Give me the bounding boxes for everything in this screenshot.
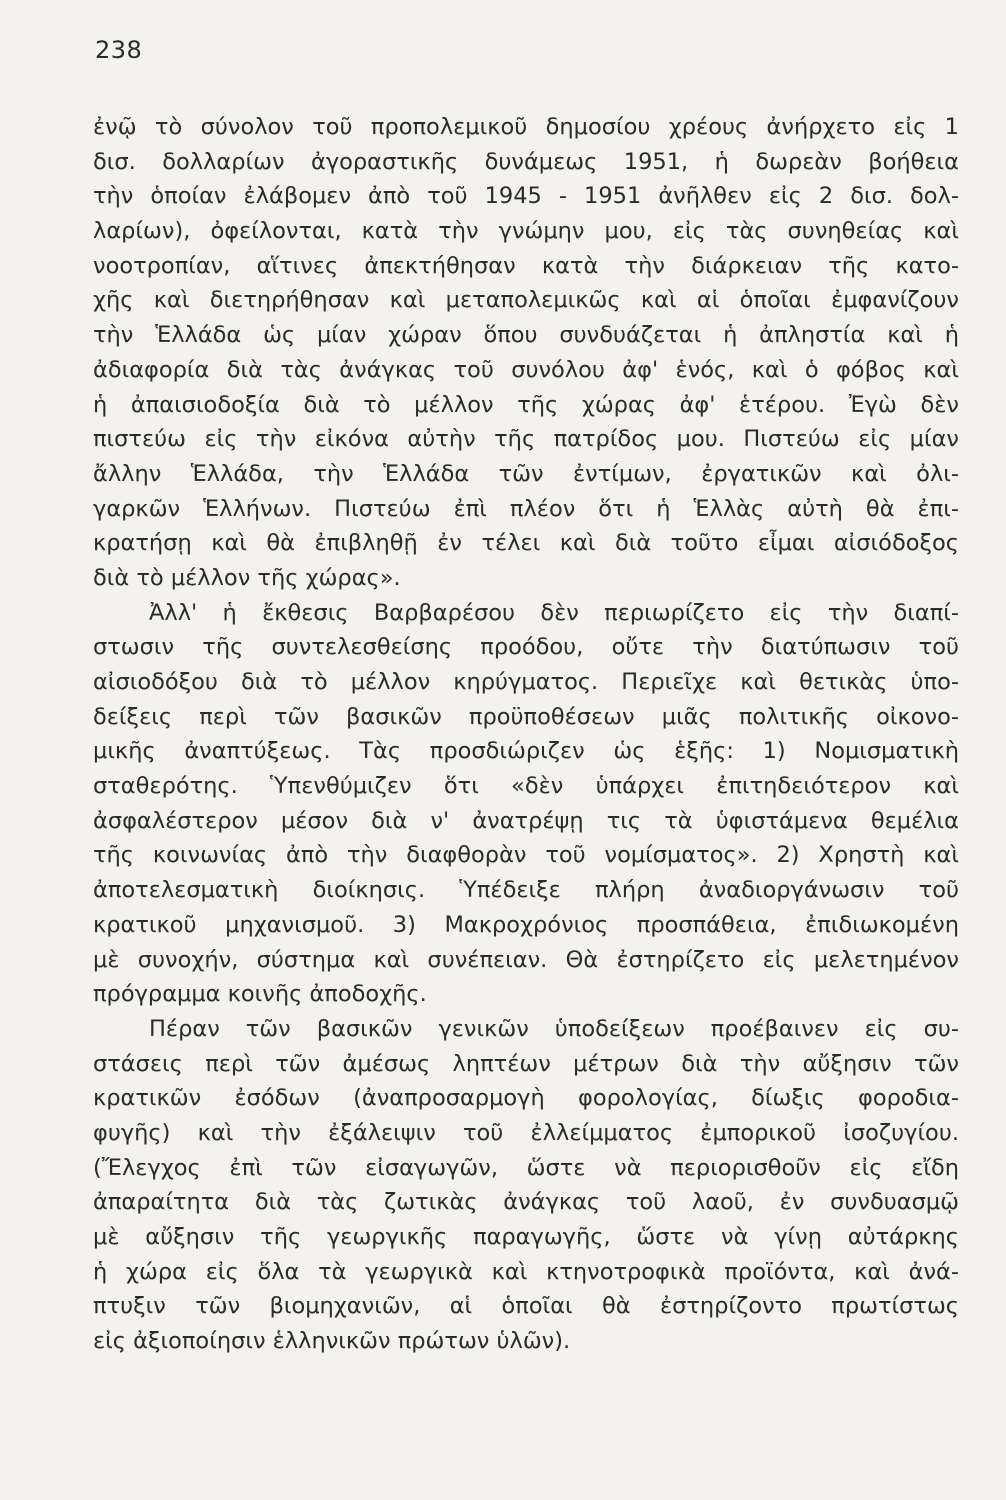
text-line: στάσεις περὶ τῶν ἀμέσως ληπτέων μέτρων διὰ τὴν αὔξησιν τῶν: [93, 1050, 959, 1077]
text-line: ἀσφαλέστερον μέσον διὰ ν' ἀνατρέψῃ τις τὰ ὑφιστάμενα θεμέλια: [93, 807, 959, 834]
text-line: γαρκῶν Ἑλλήνων. Πιστεύω ἐπὶ πλέον ὅτι ἡ Ἑλλὰς αὐτὴ θὰ ἐπι-: [93, 495, 959, 522]
text-line: διὰ τὸ μέλλον τῆς χώρας».: [93, 564, 401, 591]
text-line: αἰσιοδόξου διὰ τὸ μέλλον κηρύγματος. Περιεῖχε καὶ θετικὰς ὑπο-: [93, 669, 959, 695]
text-line: δισ. δολλαρίων ἀγοραστικῆς δυνάμεως 1951, ἡ δωρεὰν βοήθεια: [93, 148, 959, 175]
text-line: ἀποτελεσματικὴ διοίκησις. Ὑπέδειξε πλήρη ἀναδιοργάνωσιν τοῦ: [93, 877, 959, 904]
text-line: κρατικοῦ μηχανισμοῦ. 3) Μακροχρόνιος προσπάθεια, ἐπιδιωκομένη: [93, 911, 959, 938]
text-line: κρατικῶν ἐσόδων (ἀναπροσαρμογὴ φορολογίας, δίωξις φοροδια-: [93, 1085, 959, 1112]
text-line: πρόγραμμα κοινῆς ἀποδοχῆς.: [93, 981, 427, 1008]
text-line: στωσιν τῆς συντελεσθείσης προόδου, οὔτε τὴν διατύπωσιν τοῦ: [93, 634, 959, 661]
text-line: Πέραν τῶν βασικῶν γενικῶν ὑποδείξεων προέβαινεν εἰς συ-: [149, 1015, 959, 1042]
text-line: χῆς καὶ διετηρήθησαν καὶ μεταπολεμικῶς καὶ αἱ ὁποῖαι ἐμφανίζουν: [93, 287, 959, 314]
paragraph: [93, 596, 959, 1012]
paragraph: [93, 1012, 959, 1359]
text-line: δείξεις περὶ τῶν βασικῶν προϋποθέσεων μιᾶς πολιτικῆς οἰκονο-: [93, 703, 959, 730]
text-line: μὲ αὔξησιν τῆς γεωργικῆς παραγωγῆς, ὥστε νὰ γίνῃ αὐτάρκης: [93, 1224, 959, 1250]
body-text: [93, 110, 959, 1359]
text-line: Ἀλλ' ἡ ἔκθεσις Βαρβαρέσου δὲν περιωρίζετο εἰς τὴν διαπί-: [149, 599, 959, 626]
text-line: ἐνῷ τὸ σύνολον τοῦ προπολεμικοῦ δημοσίου χρέους ἀνήρχετο εἰς 1: [93, 114, 959, 140]
text-line: ἡ ἀπαισιοδοξία διὰ τὸ μέλλον τῆς χώρας ἀφ' ἑτέρου. Ἐγὼ δὲν: [93, 391, 959, 418]
text-line: νοοτροπίαν, αἵτινες ἀπεκτήθησαν κατὰ τὴν διάρκειαν τῆς κατο-: [93, 252, 959, 279]
text-line: ἀπαραίτητα διὰ τὰς ζωτικὰς ἀνάγκας τοῦ λαοῦ, ἐν συνδυασμῷ: [93, 1189, 959, 1216]
text-line: κρατήσῃ καὶ θὰ ἐπιβληθῇ ἐν τέλει καὶ διὰ τοῦτο εἶμαι αἰσιόδοξος: [93, 530, 959, 557]
text-line: ἀδιαφορία διὰ τὰς ἀνάγκας τοῦ συνόλου ἀφ' ἑνός, καὶ ὁ φόβος καὶ: [93, 356, 959, 383]
text-line: τὴν ὁποίαν ἐλάβομεν ἀπὸ τοῦ 1945 - 1951 ἀνῆλθεν εἰς 2 δισ. δολ-: [93, 183, 959, 210]
text-line: σταθερότης. Ὑπενθύμιζεν ὅτι «δὲν ὑπάρχει ἐπιτηδειότερον καὶ: [93, 773, 959, 800]
paragraph: [93, 110, 959, 596]
text-line: μικῆς ἀναπτύξεως. Τὰς προσδιώριζεν ὡς ἑξῆς: 1) Νομισματικὴ: [93, 738, 959, 765]
text-line: φυγῆς) καὶ τὴν ἐξάλειψιν τοῦ ἐλλείμματος ἐμπορικοῦ ἰσοζυγίου.: [93, 1119, 959, 1146]
text-line: μὲ συνοχήν, σύστημα καὶ συνέπειαν. Θὰ ἐστηρίζετο εἰς μελετημένον: [93, 946, 959, 973]
text-line: ἄλλην Ἑλλάδα, τὴν Ἑλλάδα τῶν ἐντίμων, ἐργατικῶν καὶ ὀλι-: [93, 460, 959, 487]
text-line: (Ἔλεγχος ἐπὶ τῶν εἰσαγωγῶν, ὥστε νὰ περιορισθοῦν εἰς εἴδη: [93, 1154, 959, 1181]
page-number: 238: [95, 36, 143, 64]
text-line: ἡ χώρα εἰς ὅλα τὰ γεωργικὰ καὶ κτηνοτροφικὰ προϊόντα, καὶ ἀνά-: [93, 1258, 959, 1285]
text-line: λαρίων), ὀφείλονται, κατὰ τὴν γνώμην μου, εἰς τὰς συνηθείας καὶ: [93, 218, 959, 245]
text-line: πιστεύω εἰς τὴν εἰκόνα αὐτὴν τῆς πατρίδος μου. Πιστεύω εἰς μίαν: [93, 426, 959, 453]
text-line: εἰς ἀξιοποίησιν ἑλληνικῶν πρώτων ὑλῶν).: [93, 1328, 571, 1355]
text-line: πτυξιν τῶν βιομηχανιῶν, αἱ ὁποῖαι θὰ ἐστηρίζοντο πρωτίστως: [93, 1293, 959, 1320]
text-line: τὴν Ἑλλάδα ὡς μίαν χώραν ὅπου συνδυάζεται ἡ ἀπληστία καὶ ἡ: [93, 322, 959, 349]
text-line: τῆς κοινωνίας ἀπὸ τὴν διαφθορὰν τοῦ νομίσματος». 2) Χρηστὴ καὶ: [93, 842, 959, 869]
